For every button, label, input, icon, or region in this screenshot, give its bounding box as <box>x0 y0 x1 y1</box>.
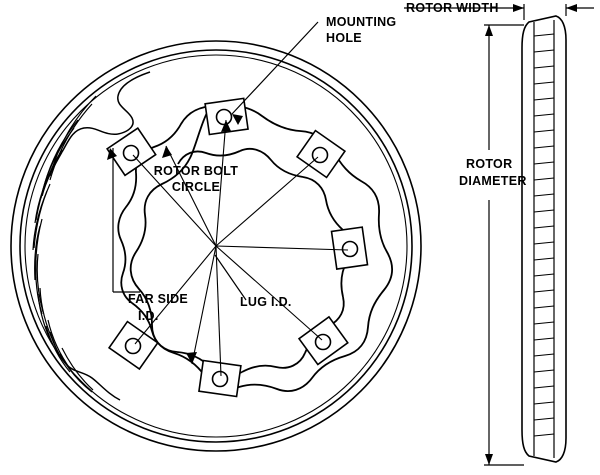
far-side-id-line1: FAR SIDE <box>128 292 189 306</box>
lug-id-text: LUG I.D. <box>240 295 292 309</box>
rotor-diameter-dimension <box>484 25 524 465</box>
label-rotor-bolt-circle <box>154 164 239 194</box>
mounting-lug <box>199 361 241 397</box>
rotor-width-label: ROTOR WIDTH <box>406 1 499 15</box>
mounting-hole-line1: MOUNTING <box>326 15 397 29</box>
rotor-width-arrows <box>513 4 577 12</box>
far-side-id-line2: I.D. <box>138 309 159 323</box>
mounting-hole-line2: HOLE <box>326 31 362 45</box>
label-rotor-diameter <box>459 157 527 188</box>
side-view-vanes <box>534 34 554 436</box>
rotor-bolt-circle-line1: ROTOR BOLT <box>153 164 239 178</box>
rotor-diameter-line2: DIAMETER <box>459 174 527 188</box>
rotor-bolt-circle-line2: CIRCLE <box>171 180 221 194</box>
label-mounting-hole <box>326 15 396 45</box>
mounting-lug <box>332 227 368 269</box>
label-lug-id <box>240 295 292 309</box>
mounting-lug <box>297 131 345 178</box>
cooling-vanes <box>33 96 96 392</box>
mounting-lug <box>107 128 156 175</box>
rotor-diameter-line1: ROTOR <box>466 157 513 171</box>
